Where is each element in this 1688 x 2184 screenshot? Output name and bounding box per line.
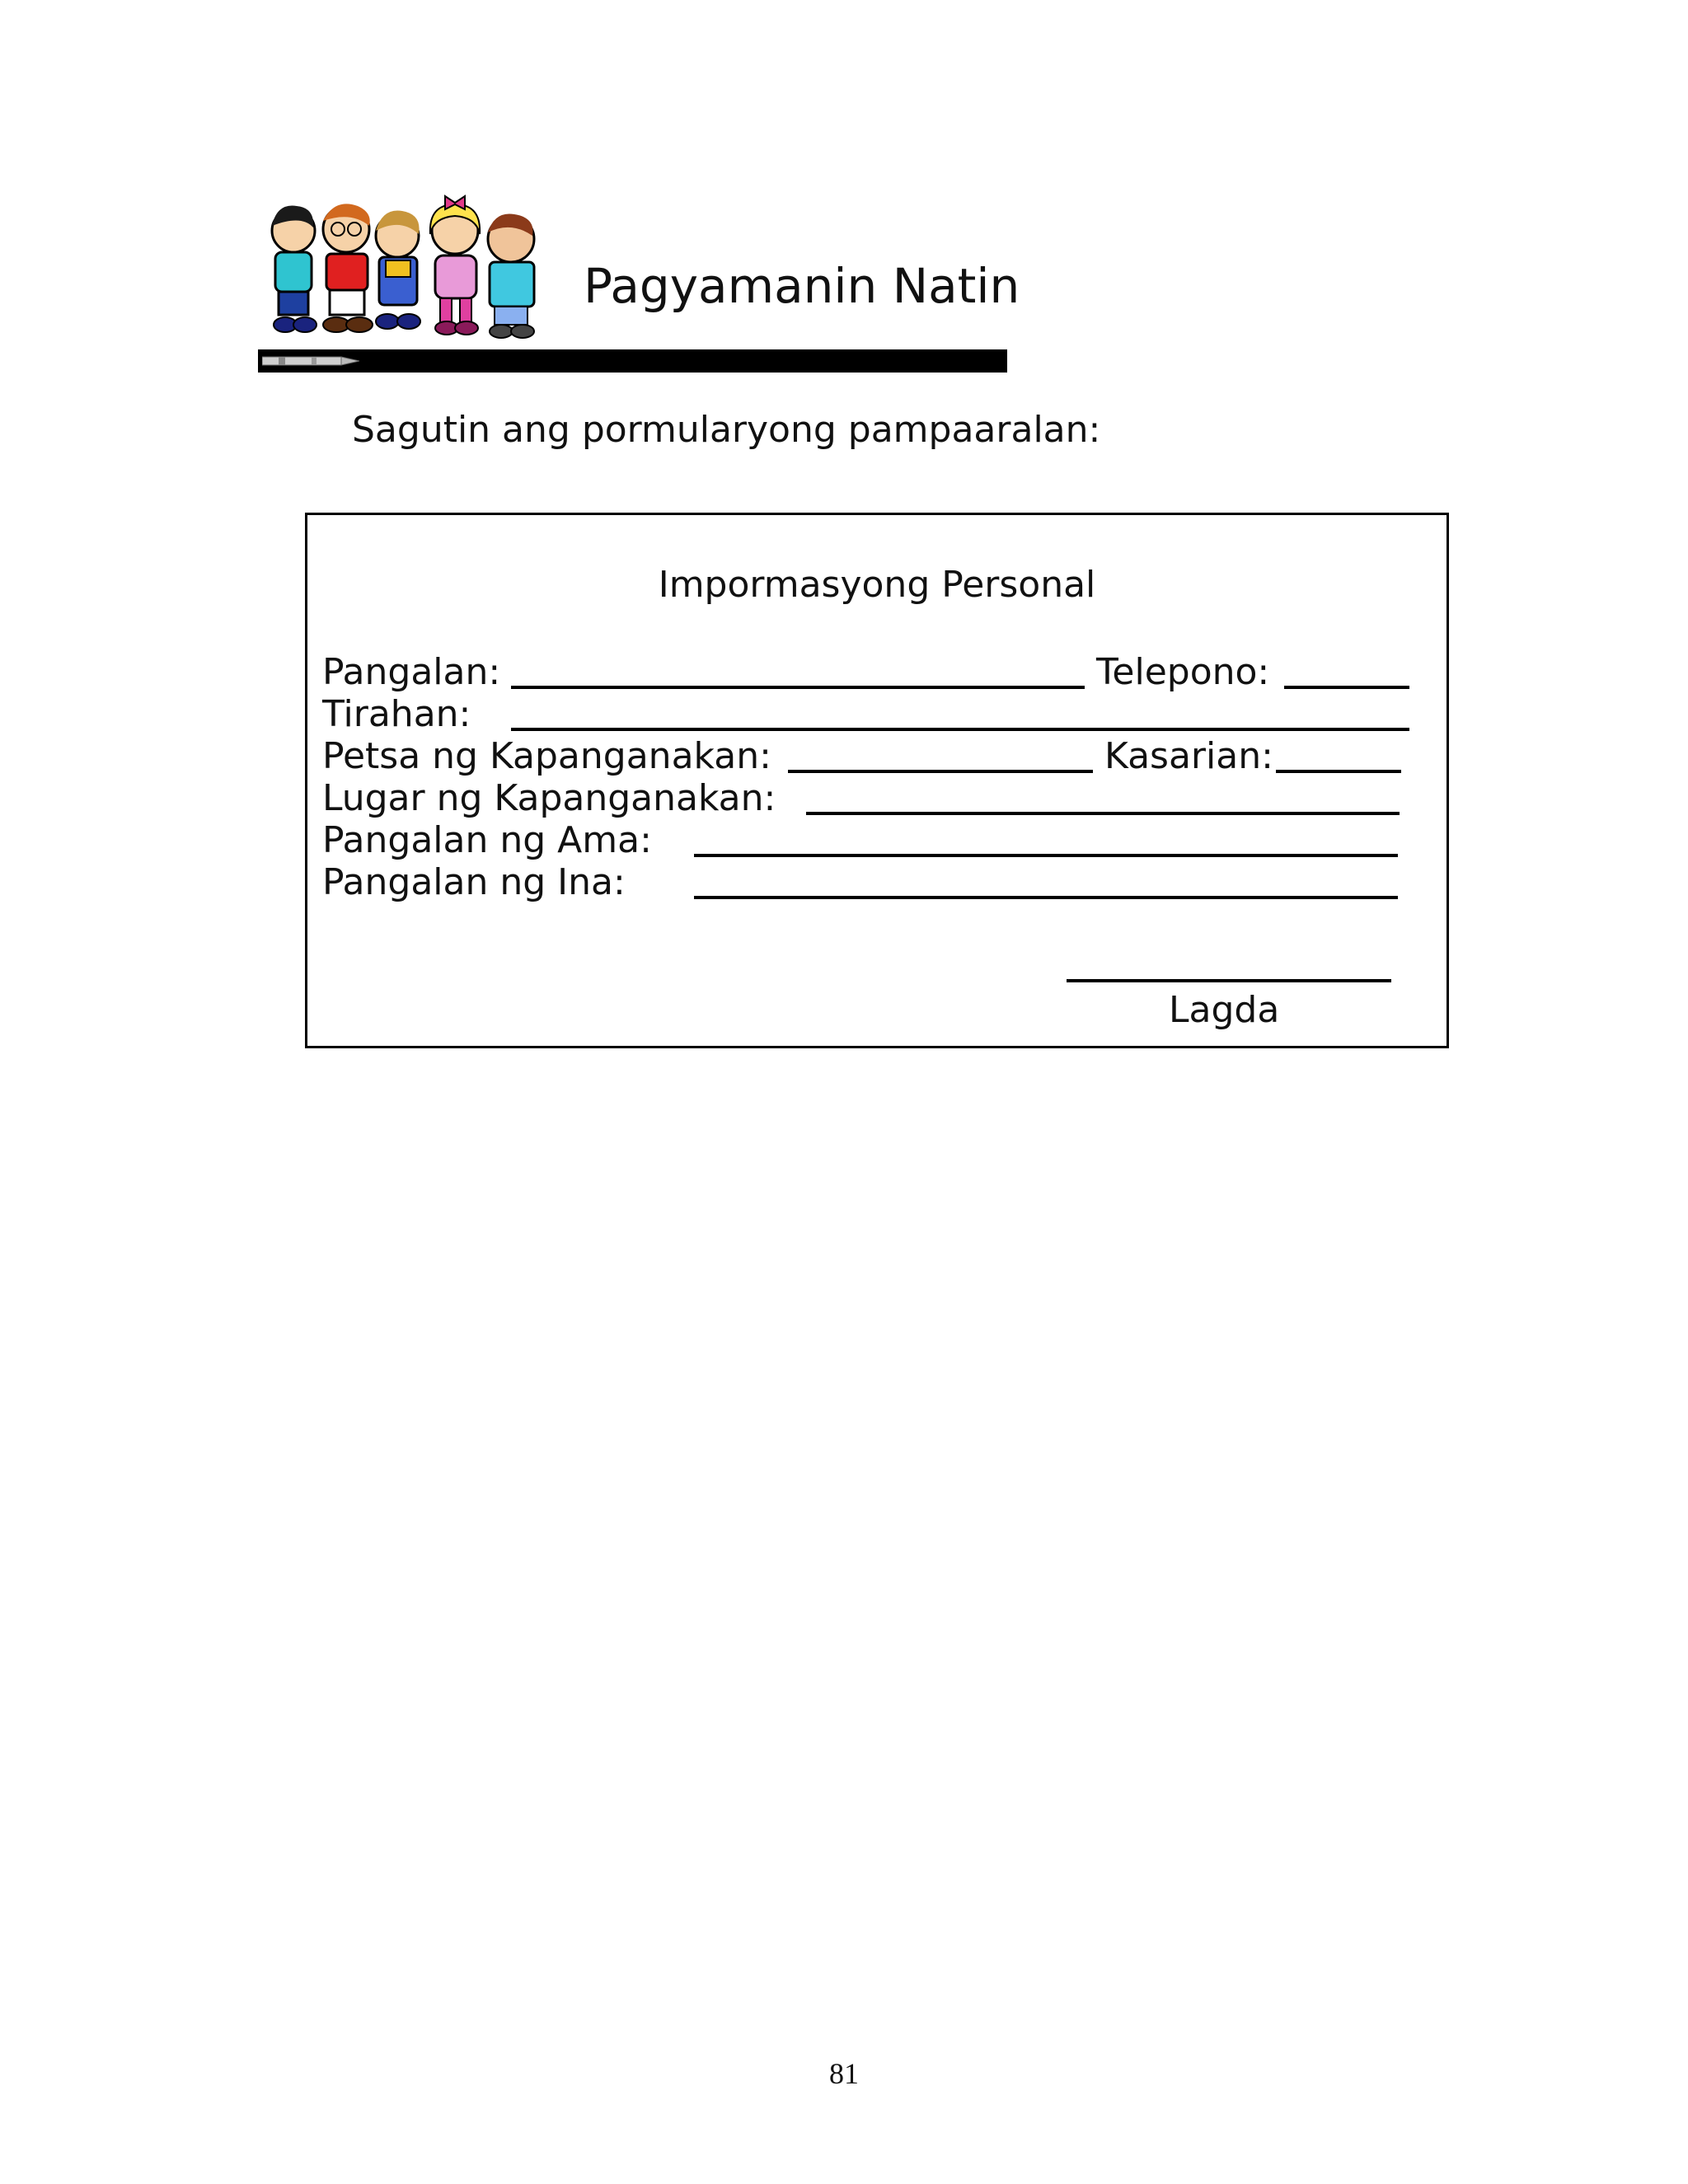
ama-line[interactable] xyxy=(694,854,1398,857)
ina-line[interactable] xyxy=(694,896,1398,899)
signature-label: Lagda xyxy=(1169,989,1280,1031)
pen-icon xyxy=(262,354,359,368)
header-rule xyxy=(258,349,1007,373)
instruction-text: Sagutin ang pormularyong pampaaralan: xyxy=(352,409,1101,451)
signature-line[interactable] xyxy=(1067,979,1391,982)
lugar-line[interactable] xyxy=(806,812,1400,815)
petsa-line[interactable] xyxy=(788,770,1093,773)
page-number: 81 xyxy=(829,2057,859,2090)
field-label-petsa: Petsa ng Kapanganakan: xyxy=(322,735,771,777)
pangalan-line[interactable] xyxy=(511,686,1085,689)
field-label-kasarian: Kasarian: xyxy=(1104,735,1273,777)
form-title: Impormasyong Personal xyxy=(658,564,1096,606)
field-label-pangalan: Pangalan: xyxy=(322,651,501,693)
section-title: Pagyamanin Natin xyxy=(584,258,1020,314)
tirahan-line[interactable] xyxy=(511,728,1409,731)
kasarian-line[interactable] xyxy=(1276,770,1401,773)
field-label-lugar: Lugar ng Kapanganakan: xyxy=(322,777,776,819)
field-label-tirahan: Tirahan: xyxy=(322,693,471,735)
telepono-line[interactable] xyxy=(1284,686,1409,689)
children-group-icon xyxy=(260,188,552,344)
field-label-telepono: Telepono: xyxy=(1096,651,1270,693)
field-label-ina: Pangalan ng Ina: xyxy=(322,861,626,903)
field-label-ama: Pangalan ng Ama: xyxy=(322,819,652,861)
